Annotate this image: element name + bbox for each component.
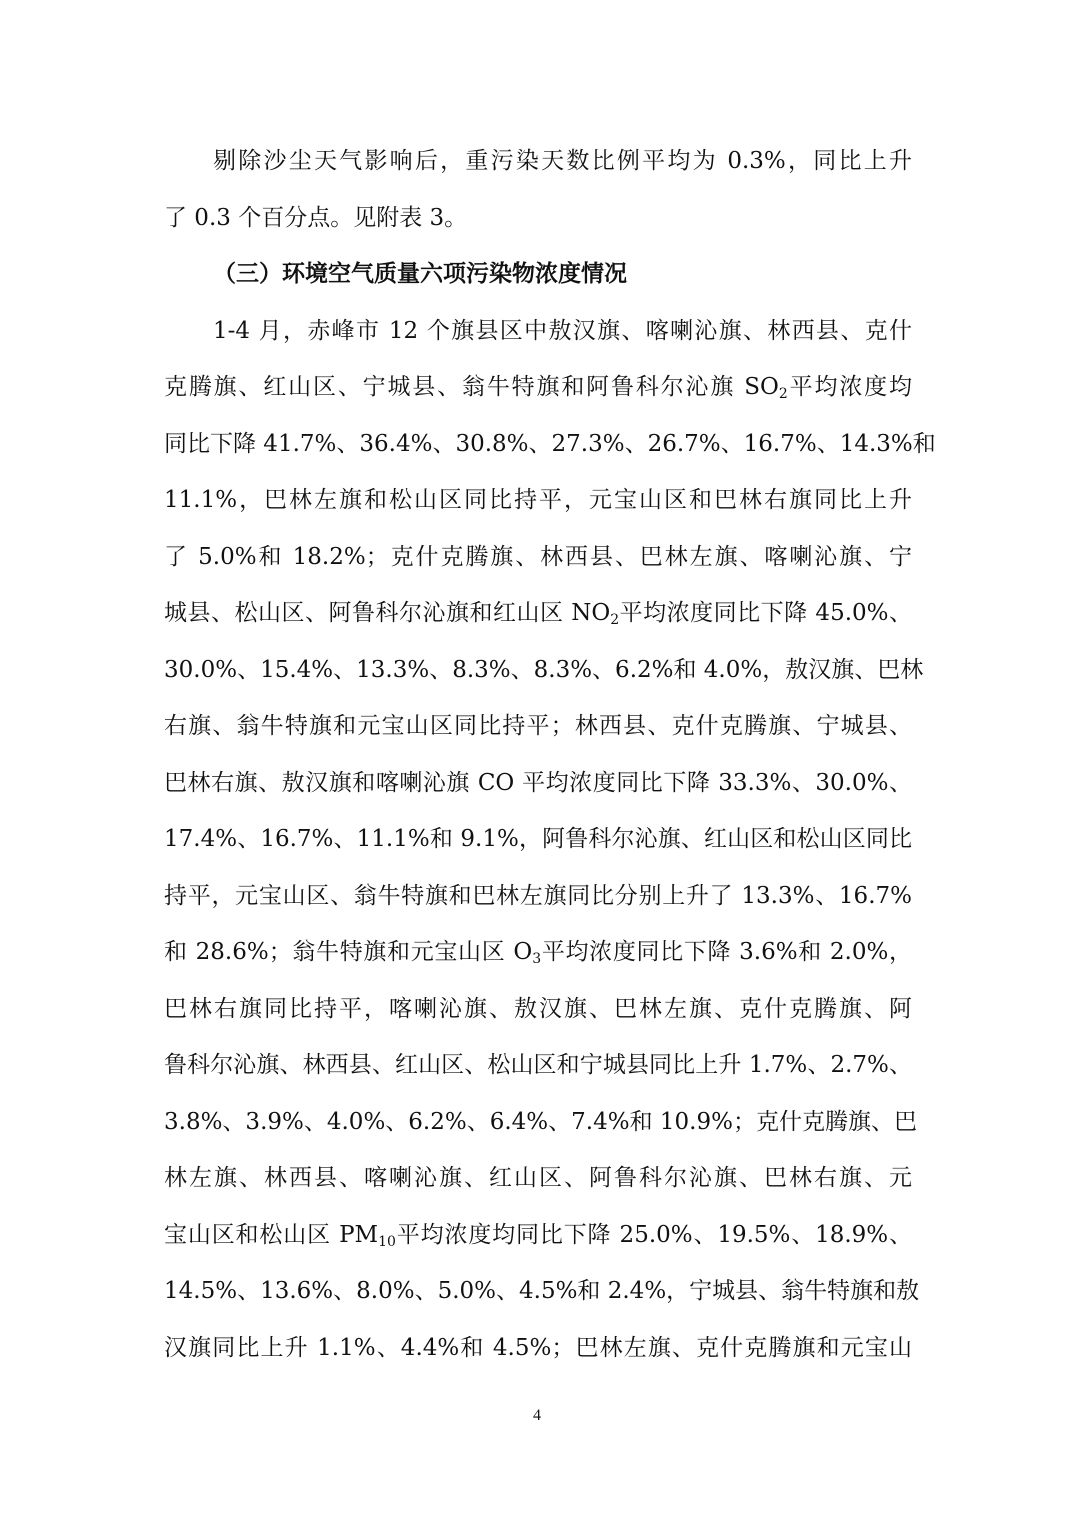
- text-run: 和 28.6%；翁牛特旗和元宝山区 O: [164, 939, 533, 965]
- paragraph-line: 30.0%、15.4%、13.3%、8.3%、8.3%、6.2%和 4.0%，敖汉旗、巴林: [164, 656, 924, 683]
- text-run: 宝山区和松山区 PM: [164, 1221, 379, 1248]
- paragraph-line: 14.5%、13.6%、8.0%、5.0%、4.5%和 2.4%，宁城县、翁牛特旗和敖: [164, 1278, 920, 1304]
- paragraph-line: 剔除沙尘天气影响后，重污染天数比例平均为 0.3%，同比上升: [213, 148, 912, 174]
- text-run: 平均浓度均同比下降 25.0%、19.5%、18.9%、: [395, 1221, 912, 1248]
- text-run: 城县、松山区、阿鲁科尔沁旗和红山区 NO: [164, 600, 611, 626]
- paragraph-line: 持平，元宝山区、翁牛特旗和巴林左旗同比分别上升了 13.3%、16.7%: [164, 882, 912, 909]
- paragraph-line: 1-4 月，赤峰市 12 个旗县区中敖汉旗、喀喇沁旗、林西县、克什: [213, 317, 912, 344]
- subscript: 2: [610, 612, 620, 628]
- section-heading: （三）环境空气质量六项污染物浓度情况: [213, 261, 627, 287]
- text-run: 平均浓度均: [787, 374, 912, 400]
- paragraph-line: 了 5.0%和 18.2%；克什克腾旗、林西县、巴林左旗、喀喇沁旗、宁: [164, 543, 912, 570]
- page-number: 4: [533, 1407, 541, 1424]
- subscript: 10: [378, 1233, 396, 1250]
- subscript: 3: [532, 951, 542, 967]
- subscript: 2: [778, 386, 788, 402]
- paragraph-line: 汉旗同比上升 1.1%、4.4%和 4.5%；巴林左旗、克什克腾旗和元宝山: [164, 1334, 912, 1361]
- paragraph-line: 林左旗、林西县、喀喇沁旗、红山区、阿鲁科尔沁旗、巴林右旗、元: [164, 1165, 912, 1191]
- paragraph-line: 3.8%、3.9%、4.0%、6.2%、6.4%、7.4%和 10.9%；克什克腾旗、巴: [164, 1108, 917, 1135]
- paragraph-line: [164, 1207, 912, 1264]
- paragraph-line: 11.1%，巴林左旗和松山区同比持平，元宝山区和巴林右旗同比上升: [164, 487, 912, 513]
- paragraph-line: [164, 585, 912, 642]
- paragraph-line: 同比下降 41.7%、36.4%、30.8%、27.3%、26.7%、16.7%、14.3%和: [164, 430, 936, 457]
- paragraph-line: 巴林右旗同比持平，喀喇沁旗、敖汉旗、巴林左旗、克什克腾旗、阿: [164, 995, 912, 1022]
- paragraph-line: 巴林右旗、敖汉旗和喀喇沁旗 CO 平均浓度同比下降 33.3%、30.0%、: [164, 769, 912, 796]
- paragraph-line: 右旗、翁牛特旗和元宝山区同比持平；林西县、克什克腾旗、宁城县、: [164, 713, 912, 739]
- text-run: 平均浓度同比下降 3.6%和 2.0%，: [541, 939, 912, 965]
- paragraph-line: 了 0.3 个百分点。见附表 3。: [164, 204, 468, 231]
- paragraph-line: 鲁科尔沁旗、林西县、红山区、松山区和宁城县同比上升 1.7%、2.7%、: [164, 1052, 912, 1078]
- paragraph-line: 17.4%、16.7%、11.1%和 9.1%，阿鲁科尔沁旗、红山区和松山区同比: [164, 826, 912, 852]
- paragraph-line: [164, 359, 912, 416]
- paragraph-line: [164, 924, 912, 981]
- document-body: [164, 133, 936, 1376]
- text-run: 克腾旗、红山区、宁城县、翁牛特旗和阿鲁科尔沁旗 SO: [164, 374, 779, 400]
- text-run: 平均浓度同比下降 45.0%、: [619, 600, 912, 626]
